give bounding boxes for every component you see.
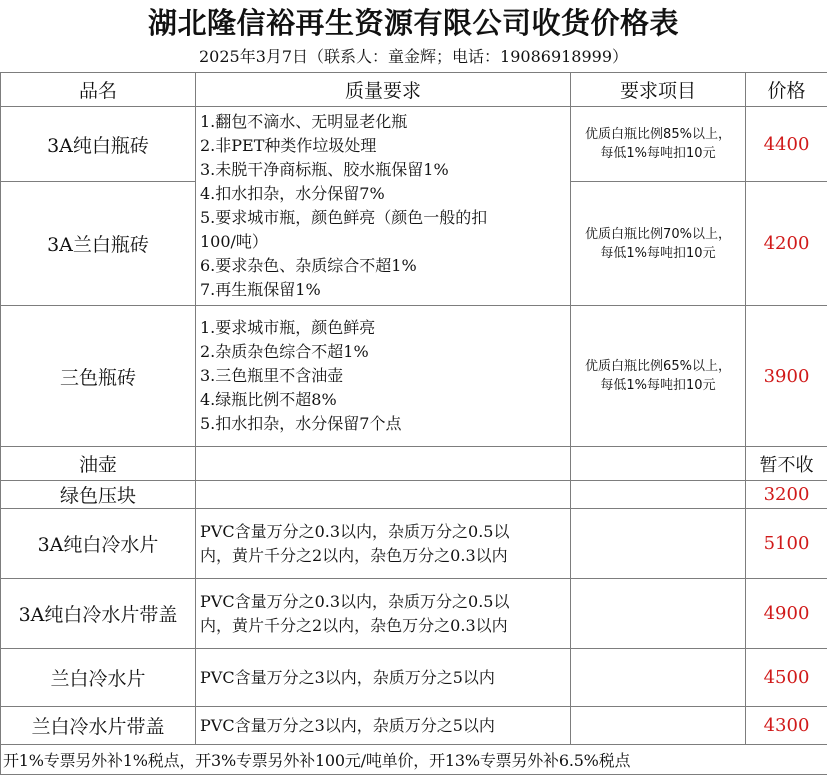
table-row [1,447,827,481]
price-cell: 3200 [746,481,827,509]
quality-line: 5.要求城市瓶，颜色鲜亮（颜色一般的扣 [200,206,570,230]
price-cell: 4400 [746,107,827,182]
header-requirement: 要求项目 [571,73,746,107]
quality-line: 5.扣水扣杂，水分保留7个点 [200,412,570,436]
table-row [1,707,827,745]
requirement-cell [571,579,746,649]
requirement-cell [571,447,746,481]
product-name: 3A纯白冷水片带盖 [1,579,196,649]
price-cell: 5100 [746,509,827,579]
product-name: 兰白冷水片带盖 [1,707,196,745]
quality-shared-3a [196,107,571,306]
price-cell: 4500 [746,649,827,707]
requirement-line: 每低1%每吨扣10元 [571,144,745,163]
quality-line: 2.非PET种类作垃圾处理 [200,134,570,158]
header-row [1,73,827,107]
price-table [0,72,827,775]
header-price: 价格 [746,73,827,107]
footer-row [1,745,827,775]
price-cell: 4200 [746,182,827,306]
requirement-cell [571,481,746,509]
requirement-line: 每低1%每吨扣10元 [571,244,745,263]
quality-cell [196,481,571,509]
table-row [1,481,827,509]
quality-line: 3.三色瓶里不含油壶 [200,364,570,388]
quality-cell [196,707,571,745]
tax-note: 开1%专票另外补1%税点，开3%专票另外补100元/吨单价，开13%专票另外补6.5%税点 [1,745,827,775]
table-row [1,649,827,707]
quality-cell [196,649,571,707]
quality-line: PVC含量万分之3以内，杂质万分之5以内 [200,714,570,738]
requirement-cell [571,107,746,182]
product-name: 3A纯白冷水片 [1,509,196,579]
quality-line: 3.未脱干净商标瓶、胶水瓶保留1% [200,158,570,182]
quality-line: 100/吨） [200,230,570,254]
header-name: 品名 [1,73,196,107]
table-row [1,579,827,649]
table-row [1,107,827,182]
header-quality: 质量要求 [196,73,571,107]
price-cell: 4900 [746,579,827,649]
quality-line: 内，黄片千分之2以内，杂色万分之0.3以内 [200,544,570,568]
quality-line: PVC含量万分之0.3以内，杂质万分之0.5以 [200,590,570,614]
quality-line: 4.扣水扣杂，水分保留7% [200,182,570,206]
product-name: 油壶 [1,447,196,481]
requirement-cell [571,649,746,707]
product-name: 3A兰白瓶砖 [1,182,196,306]
quality-cell [196,509,571,579]
page-title: 湖北隆信裕再生资源有限公司收货价格表 [0,0,827,44]
requirement-cell [571,306,746,447]
quality-line: PVC含量万分之0.3以内，杂质万分之0.5以 [200,520,570,544]
quality-line: 1.要求城市瓶，颜色鲜亮 [200,316,570,340]
requirement-line: 优质白瓶比例70%以上， [571,225,745,244]
requirement-cell [571,509,746,579]
quality-line: 7.再生瓶保留1% [200,278,570,302]
price-cell: 4300 [746,707,827,745]
quality-line: PVC含量万分之3以内，杂质万分之5以内 [200,666,570,690]
product-name: 三色瓶砖 [1,306,196,447]
product-name: 绿色压块 [1,481,196,509]
requirement-cell [571,707,746,745]
quality-cell [196,447,571,481]
table-row [1,306,827,447]
quality-line: 2.杂质杂色综合不超1% [200,340,570,364]
quality-line: 内，黄片千分之2以内，杂色万分之0.3以内 [200,614,570,638]
price-cell: 暂不收 [746,447,827,481]
quality-line: 4.绿瓶比例不超8% [200,388,570,412]
requirement-line: 每低1%每吨扣10元 [571,376,745,395]
quality-cell [196,579,571,649]
price-cell: 3900 [746,306,827,447]
requirement-cell [571,182,746,306]
date-contact-line: 2025年3月7日（联系人：童金辉；电话：19086918999） [0,44,827,70]
table-row [1,509,827,579]
quality-line: 6.要求杂色、杂质综合不超1% [200,254,570,278]
product-name: 3A纯白瓶砖 [1,107,196,182]
requirement-line: 优质白瓶比例85%以上， [571,125,745,144]
quality-cell [196,306,571,447]
quality-line: 1.翻包不滴水、无明显老化瓶 [200,110,570,134]
product-name: 兰白冷水片 [1,649,196,707]
requirement-line: 优质白瓶比例65%以上， [571,357,745,376]
